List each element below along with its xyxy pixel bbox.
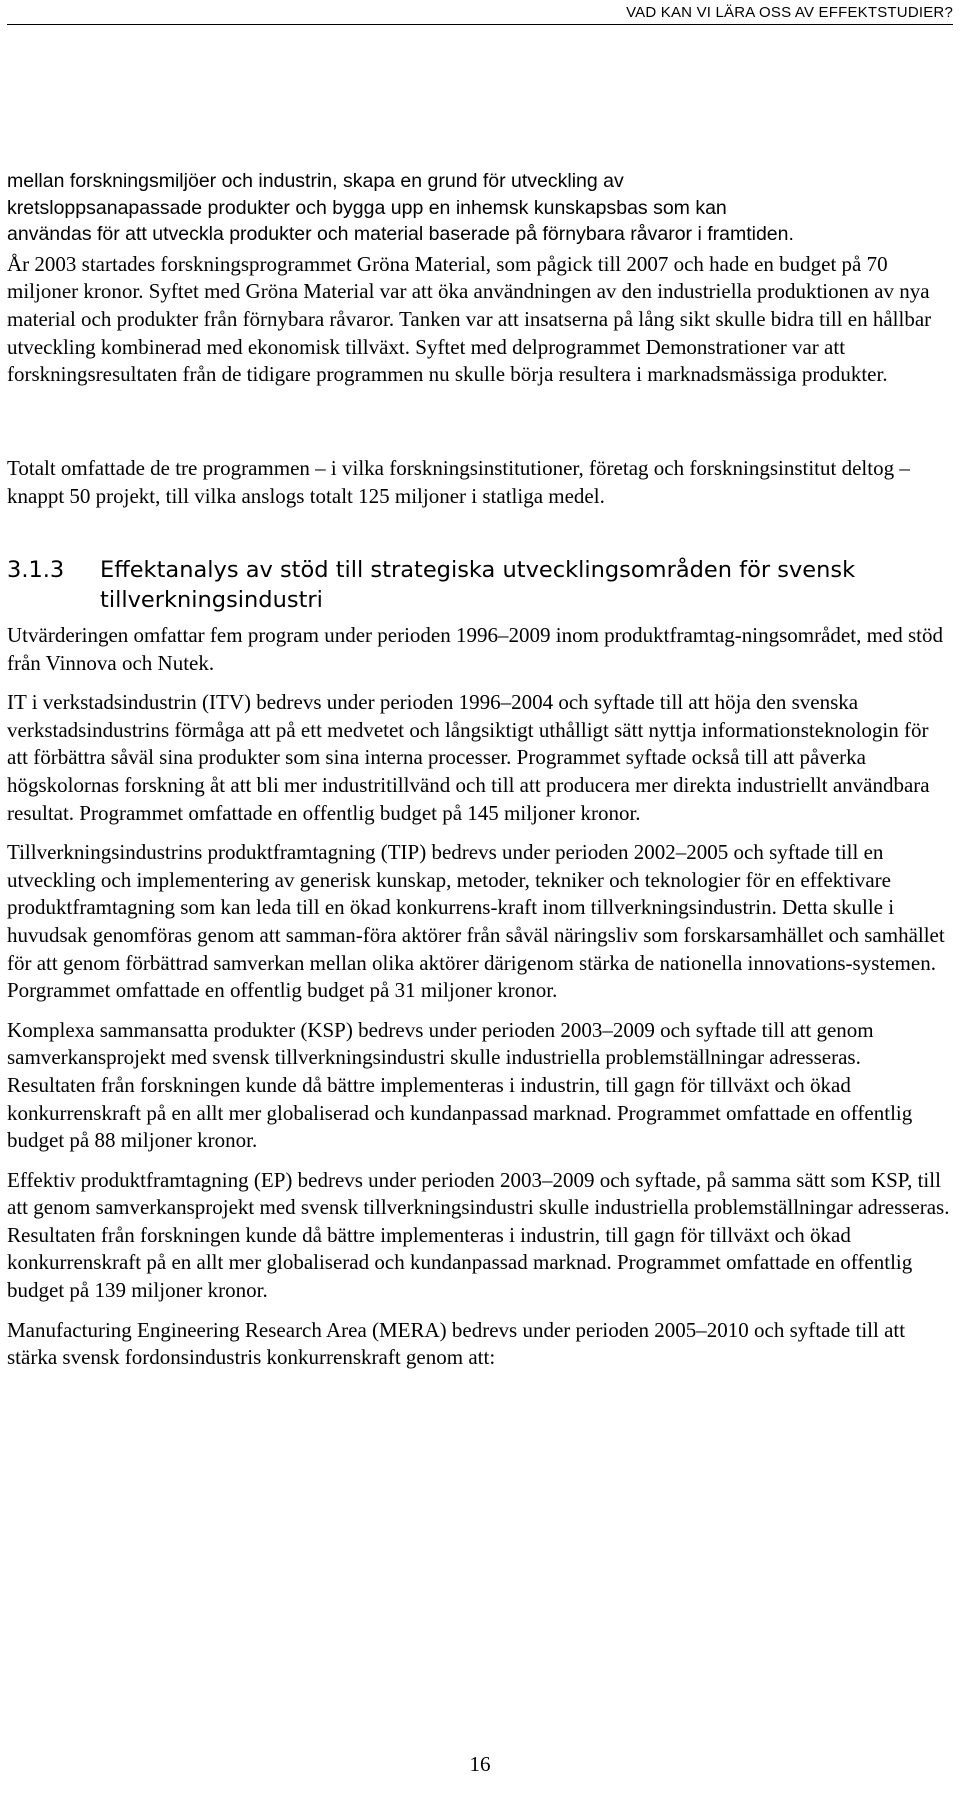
intro-line: användas för att utveckla produkter och material baserade på förnybara råvaror i framtiden. bbox=[7, 223, 794, 246]
paragraph-overview: Utvärderingen omfattar fem program under perioden 1996–2009 inom produktframtag-ningsområdet, med stöd från Vinnova och Nutek. bbox=[7, 623, 943, 675]
paragraph-tip: Tillverkningsindustrins produktframtagning (TIP) bedrevs under perioden 2002–2005 och syftade till en utveckling och implementering av generisk kunskap, metoder, tekniker och teknologier för en effektivare produktframtagning som kan leda till en ökad konkurrens-kraft inom tillverkningsindustrin. Detta skulle i huvudsak genomföras genom att samman-föra aktörer från såväl näringsliv som forskarsamhället och samhället för att genom förbättrad samverkan mellan olika aktörer därigenom stärka de nationella innovations-systemen. Porgrammet omfattade en offentlig budget på 31 miljoner kronor. bbox=[7, 840, 945, 1003]
intro-line: kretsloppsanapassade produkter och bygga upp en inhemsk kunskapsbas som kan bbox=[7, 196, 727, 219]
total-block bbox=[7, 455, 953, 510]
intro-paragraph: År 2003 startades forskningsprogrammet Gröna Material, som pågick till 2007 och hade en budget på 70 miljoner kronor. Syftet med Gröna Material var att öka användningen av den industriella produktionen av nya material och produkter från förnybara råvaror. Tanken var att insatserna på lång sikt skulle bidra till en hållbar utveckling kombinerad med ekonomisk tillväxt. Syftet med delprogrammet Demonstrationer var att forskningsresultaten från de tidigare programmen nu skulle börja resultera i marknadsmässiga produkter. bbox=[7, 251, 932, 387]
section-title: Effektanalys av stöd till strategiska utvecklingsområden för svensk tillverkningsindustri bbox=[100, 557, 856, 613]
paragraph-itv: IT i verkstadsindustrin (ITV) bedrevs under perioden 1996–2004 och syftade till att höja den svenska verkstadsindustrins förmåga att på ett medvetet och långsiktigt uthålligt sätt nyttja informationsteknologin för att förbättra såväl sina produkter som sina interna processer. Programmet syftade också till att påverka högskolornas forskning åt att bli mer industritillvänd och till att producera mer direkta industriellt användbara resultat. Programmet omfattade en offentlig budget på 145 miljoner kronor. bbox=[7, 690, 930, 825]
section-heading bbox=[7, 555, 953, 615]
intro-block bbox=[7, 168, 953, 389]
paragraph-mera: Manufacturing Engineering Research Area (MERA) bedrevs under perioden 2005–2010 och syftade till att stärka svensk fordonsindustris konkurrenskraft genom att: bbox=[7, 1317, 906, 1370]
section-body bbox=[7, 622, 953, 1372]
running-header: VAD KAN VI LÄRA OSS AV EFFEKTSTUDIER? bbox=[626, 4, 953, 21]
intro-sans-lines bbox=[7, 168, 953, 248]
paragraph-ep: Effektiv produktframtagning (EP) bedrevs under perioden 2003–2009 och syftade, på samma sätt som KSP, till att genom samverkansprojekt med svensk tillverkningsindustri skulle industriella problemställningar adresseras. Resultaten från forskningen kunde då bättre implementeras i industrin, till gagn för tillväxt och ökad konkurrenskraft på en allt mer globaliserad och kundanpassad marknad. Programmet omfattade en offentlig budget på 139 miljoner kronor. bbox=[7, 1167, 950, 1303]
paragraph-ksp: Komplexa sammansatta produkter (KSP) bedrevs under perioden 2003–2009 och syftade till att genom samverkansprojekt med svensk tillverkningsindustri skulle industriella problemställningar adresseras. Resultaten från forskningen kunde då bättre implementeras i industrin, till gagn för tillväxt och ökad konkurrenskraft på en allt mer globaliserad och kundanpassad marknad. Programmet omfattade en offentlig budget på 88 miljoner kronor. bbox=[7, 1017, 913, 1153]
total-paragraph: Totalt omfattade de tre programmen – i vilka forskningsinstitutioner, företag och forskningsinstitut deltog – knappt 50 projekt, till vilka anslogs totalt 125 miljoner i statliga medel. bbox=[7, 456, 910, 508]
header-rule bbox=[7, 24, 953, 25]
intro-line: mellan forskningsmiljöer och industrin, skapa en grund för utveckling av bbox=[7, 170, 624, 192]
page-number: 16 bbox=[469, 1752, 491, 1776]
section-number: 3.1.3 bbox=[7, 557, 65, 583]
